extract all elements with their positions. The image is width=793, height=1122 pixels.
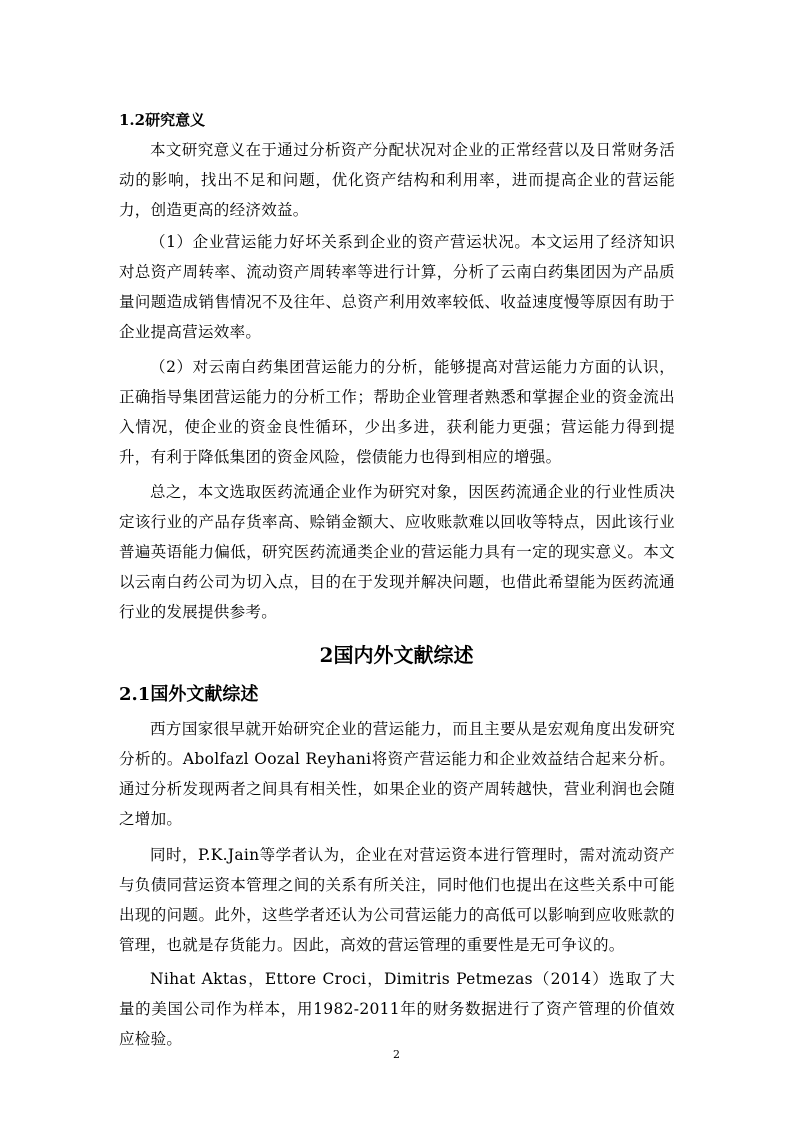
chapter-heading-2: 2国内外文献综述 <box>319 643 474 667</box>
section-heading-2-1: 2.1国外文献综述 <box>119 684 259 705</box>
page-number: 2 <box>393 1048 400 1061</box>
paragraph-point-1: （1）企业营运能力好坏关系到企业的资产营运状况。本文运用了经济知识对总资产周转率、流动资产周转率等进行计算，分析了云南白药集团因为产品质量问题造成销售情况不及往年、总资产利用效率较低、收益速度慢等原因有助于企业提高营运效率。 <box>119 233 675 341</box>
paragraph-foreign-research-1: 西方国家很早就开始研究企业的营运能力，而且主要从是宏观角度出发研究分析的。Abolfazl Oozal Reyhani将资产营运能力和企业效益结合起来分析。通过分析发现两者之间具有相关性，如果企业的资产周转越快，营业利润也会随之增加。 <box>119 720 675 828</box>
paragraph-foreign-research-2: 同时，P.K.Jain等学者认为，企业在对营运资本进行管理时，需对流动资产与负债同营运资本管理之间的关系有所关注，同时他们也提出在这些关系中可能出现的问题。此外，这些学者还认为公司营运能力的高低可以影响到应收账款的管理，也就是存货能力。因此，高效的营运管理的重要性是无可争议的。 <box>119 846 675 954</box>
paragraph-point-2: （2）对云南白药集团营运能力的分析，能够提高对营运能力方面的认识，正确指导集团营运能力的分析工作；帮助企业管理者熟悉和掌握企业的资金流出入情况，使企业的资金良性循环，少出多进，获利能力更强；营运能力得到提升，有利于降低集团的资金风险，偿债能力也得到相应的增强。 <box>119 358 675 466</box>
paragraph-summary: 总之，本文选取医药流通企业作为研究对象，因医药流通企业的行业性质决定该行业的产品存货率高、赊销金额大、应收账款难以回收等特点，因此该行业普遍英语能力偏低，研究医药流通类企业的营运能力具有一定的现实意义。本文以云南白药公司为切入点，目的在于发现并解决问题，也借此希望能为医药流通行业的发展提供参考。 <box>119 483 675 621</box>
section-heading-1-2: 1.2研究意义 <box>119 111 206 129</box>
paragraph-foreign-research-3: Nihat Aktas，Ettore Croci，Dimitris Petmezas（2014）选取了大量的美国公司作为样本，用1982-2011年的财务数据进行了资产管理的价值效应检验。 <box>119 970 675 1048</box>
paragraph-research-significance-intro: 本文研究意义在于通过分析资产分配状况对企业的正常经营以及日常财务活动的影响，找出不足和问题，优化资产结构和利用率，进而提高企业的营运能力，创造更高的经济效益。 <box>119 141 675 219</box>
